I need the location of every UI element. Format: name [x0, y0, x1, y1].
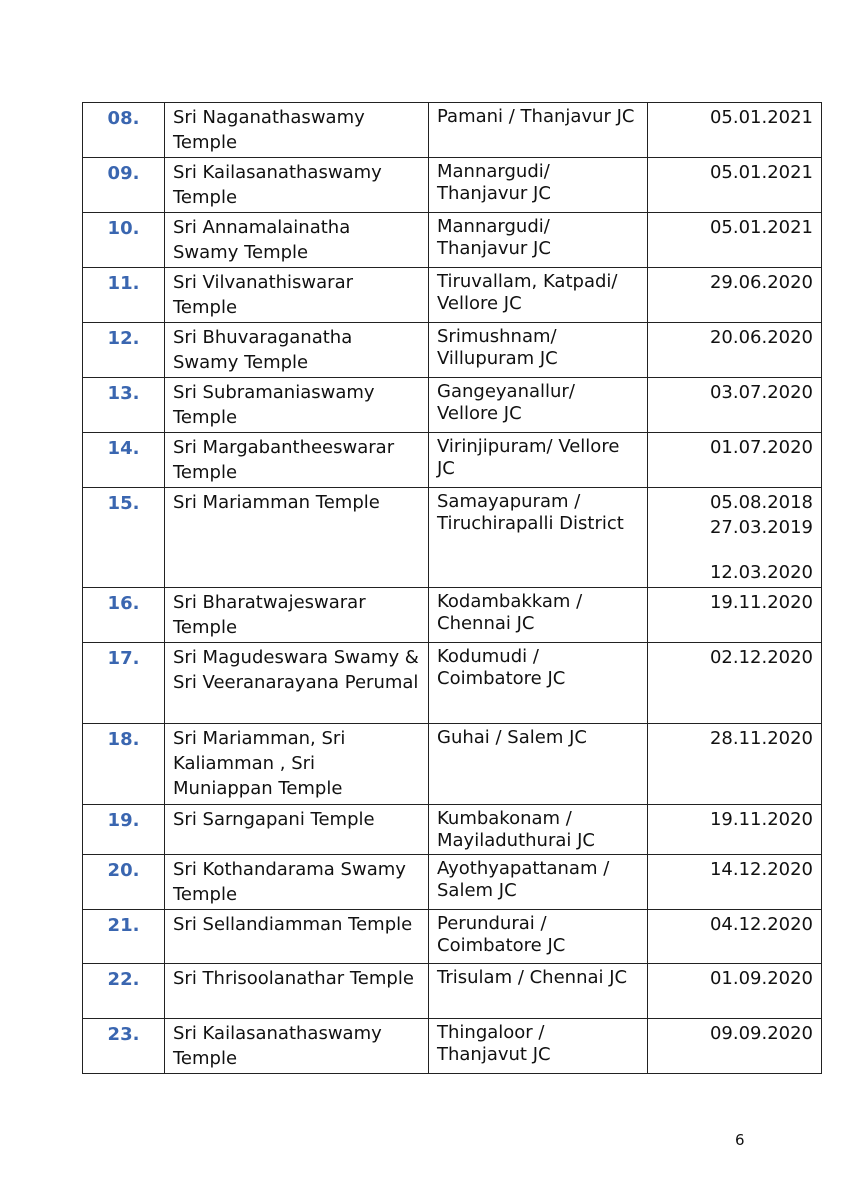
date-value: 14.12.2020 [709, 859, 813, 880]
date-cell [648, 910, 822, 964]
table-row [83, 158, 822, 213]
date-value: 05.01.2021 [709, 162, 813, 183]
temple-location: Thingaloor / Thanjavut JC [429, 1019, 648, 1074]
date-cell [648, 323, 822, 378]
serial-number: 10. [83, 213, 165, 268]
date-value: 20.06.2020 [709, 327, 813, 348]
date-cell [648, 588, 822, 643]
temple-name: Sri Sarngapani Temple [165, 805, 429, 855]
temple-name: Sri Mariamman Temple [165, 488, 429, 588]
temple-table [82, 102, 822, 1074]
serial-number: 11. [83, 268, 165, 323]
table-row [83, 268, 822, 323]
date-cell [648, 643, 822, 724]
table-row [83, 378, 822, 433]
serial-number: 13. [83, 378, 165, 433]
date-value: 19.11.2020 [709, 809, 813, 830]
serial-number: 18. [83, 724, 165, 805]
temple-location: Tiruvallam, Katpadi/ Vellore JC [429, 268, 648, 323]
serial-number: 22. [83, 964, 165, 1019]
temple-name: Sri Thrisoolanathar Temple [165, 964, 429, 1019]
table-row [83, 1019, 822, 1074]
temple-location: Srimushnam/ Villupuram JC [429, 323, 648, 378]
table-row [83, 103, 822, 158]
table-row [83, 855, 822, 910]
date-cell [648, 964, 822, 1019]
date-value: 02.12.2020 [709, 647, 813, 668]
serial-number: 12. [83, 323, 165, 378]
date-value: 27.03.2019 [709, 517, 813, 538]
date-cell [648, 855, 822, 910]
date-value: 01.09.2020 [709, 968, 813, 989]
date-cell [648, 724, 822, 805]
table-row [83, 805, 822, 855]
temple-name: Sri Vilvanathiswarar Temple [165, 268, 429, 323]
temple-location: Gangeyanallur/ Vellore JC [429, 378, 648, 433]
date-cell [648, 805, 822, 855]
date-value: 03.07.2020 [709, 382, 813, 403]
date-value: 29.06.2020 [709, 272, 813, 293]
temple-location: Kodambakkam / Chennai JC [429, 588, 648, 643]
temple-name: Sri Naganathaswamy Temple [165, 103, 429, 158]
date-value: 09.09.2020 [709, 1023, 813, 1044]
temple-location: Kodumudi / Coimbatore JC [429, 643, 648, 724]
date-value: 05.01.2021 [709, 107, 813, 128]
temple-name: Sri Kailasanathaswamy Temple [165, 1019, 429, 1074]
date-cell [648, 488, 822, 588]
table-row [83, 433, 822, 488]
temple-location: Ayothyapattanam / Salem JC [429, 855, 648, 910]
table-row [83, 488, 822, 588]
serial-number: 23. [83, 1019, 165, 1074]
temple-name: Sri Kailasanathaswamy Temple [165, 158, 429, 213]
table-row [83, 910, 822, 964]
temple-location: Guhai / Salem JC [429, 724, 648, 805]
serial-number: 08. [83, 103, 165, 158]
date-cell [648, 1019, 822, 1074]
date-cell [648, 268, 822, 323]
temple-location: Pamani / Thanjavur JC [429, 103, 648, 158]
table-body [83, 103, 822, 1074]
date-value: 01.07.2020 [709, 437, 813, 458]
date-cell [648, 103, 822, 158]
temple-name: Sri Mariamman, Sri Kaliamman , Sri Muniappan Temple [165, 724, 429, 805]
table-row [83, 588, 822, 643]
serial-number: 15. [83, 488, 165, 588]
temple-location: Perundurai / Coimbatore JC [429, 910, 648, 964]
date-cell [648, 378, 822, 433]
temple-name: Sri Magudeswara Swamy & Sri Veeranarayana Perumal [165, 643, 429, 724]
page-number: 6 [735, 1131, 745, 1149]
serial-number: 17. [83, 643, 165, 724]
serial-number: 21. [83, 910, 165, 964]
temple-location: Virinjipuram/ Vellore JC [429, 433, 648, 488]
temple-name: Sri Kothandarama Swamy Temple [165, 855, 429, 910]
temple-name: Sri Annamalainatha Swamy Temple [165, 213, 429, 268]
table-row [83, 724, 822, 805]
table-row [83, 213, 822, 268]
date-value: 05.01.2021 [709, 217, 813, 238]
temple-name: Sri Bharatwajeswarar Temple [165, 588, 429, 643]
date-cell [648, 158, 822, 213]
temple-location: Samayapuram / Tiruchirapalli District [429, 488, 648, 588]
serial-number: 14. [83, 433, 165, 488]
table-row [83, 323, 822, 378]
temple-name: Sri Sellandiamman Temple [165, 910, 429, 964]
date-value: 05.08.2018 [709, 492, 813, 513]
temple-name: Sri Margabantheeswarar Temple [165, 433, 429, 488]
date-value: 12.03.2020 [709, 562, 813, 583]
temple-name: Sri Subramaniaswamy Temple [165, 378, 429, 433]
date-value: 28.11.2020 [709, 728, 813, 749]
date-cell [648, 433, 822, 488]
temple-name: Sri Bhuvaraganatha Swamy Temple [165, 323, 429, 378]
date-value: 04.12.2020 [709, 914, 813, 935]
date-value: 19.11.2020 [709, 592, 813, 613]
table-row [83, 964, 822, 1019]
serial-number: 09. [83, 158, 165, 213]
temple-location: Mannargudi/ Thanjavur JC [429, 213, 648, 268]
temple-location: Mannargudi/ Thanjavur JC [429, 158, 648, 213]
temple-location: Trisulam / Chennai JC [429, 964, 648, 1019]
serial-number: 20. [83, 855, 165, 910]
date-cell [648, 213, 822, 268]
serial-number: 19. [83, 805, 165, 855]
temple-location: Kumbakonam / Mayiladuthurai JC [429, 805, 648, 855]
serial-number: 16. [83, 588, 165, 643]
table-row [83, 643, 822, 724]
